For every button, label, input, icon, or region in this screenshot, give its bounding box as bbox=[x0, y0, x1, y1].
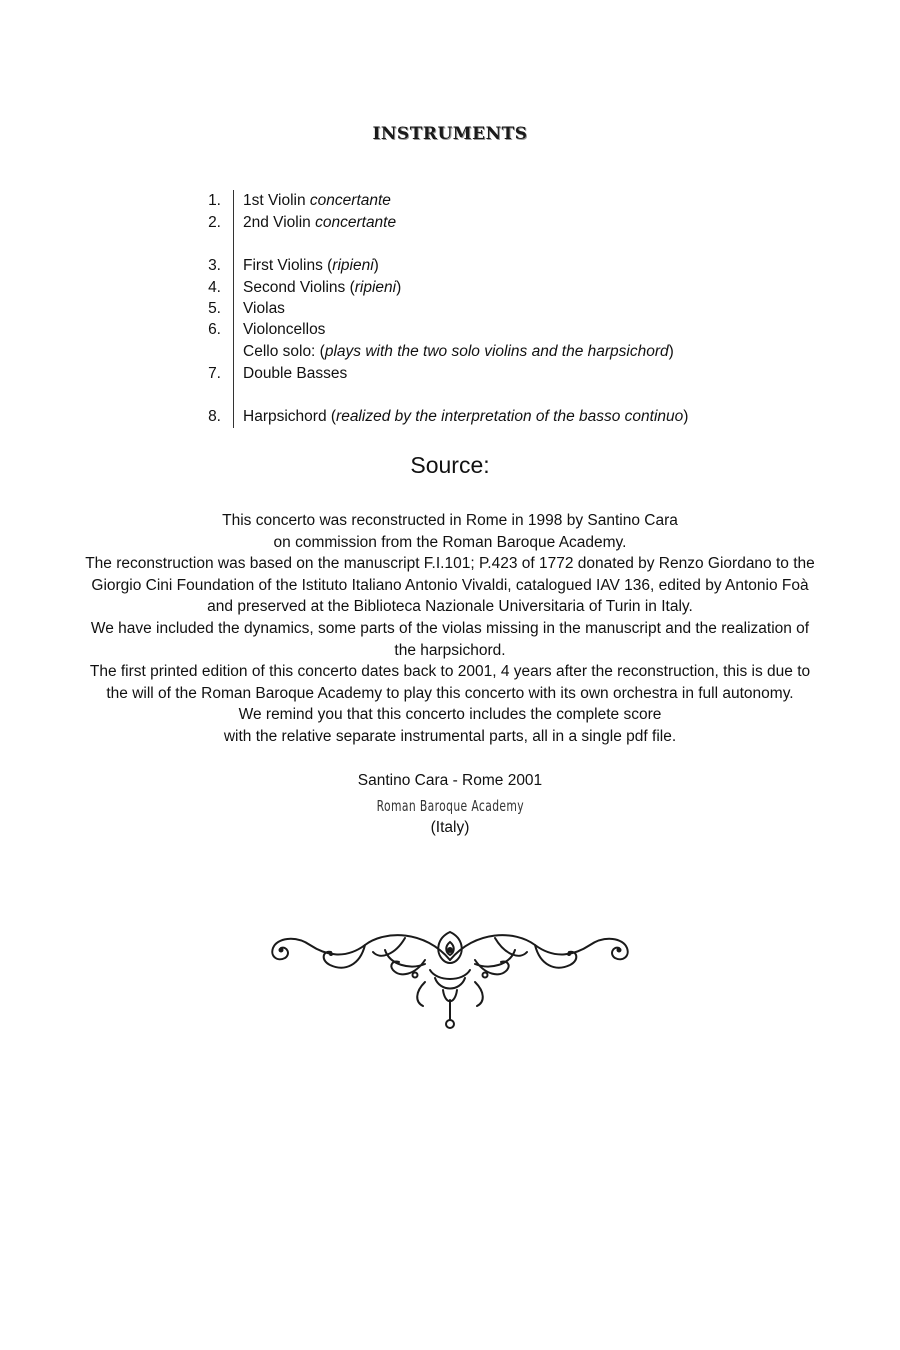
paragraph-line: We have included the dynamics, some parts of the violas missing in the manuscript and the realization of bbox=[90, 619, 810, 637]
list-divider bbox=[233, 190, 234, 428]
item-text: 1st Violin concertante bbox=[243, 192, 391, 209]
page-title: instruments bbox=[372, 116, 528, 145]
paragraph-line: the will of the Roman Baroque Academy to play this concerto with its own orchestra in full autonomy. bbox=[106, 684, 794, 702]
baroque-flourish-ornament-icon bbox=[265, 920, 635, 1035]
signature-academy-wrap bbox=[0, 795, 900, 818]
paragraph-line: The first printed edition of this concerto dates back to 2001, 4 years after the reconstruction, this is due to bbox=[89, 663, 811, 681]
item-number: 6. bbox=[208, 321, 221, 338]
paragraph-line: the harpsichord. bbox=[394, 641, 506, 659]
paragraph-line: We remind you that this concerto includes the complete score bbox=[238, 706, 662, 724]
item-number: 5. bbox=[208, 300, 221, 317]
item-number: 3. bbox=[208, 257, 221, 274]
item-text: Cello solo: (plays with the two solo violins and the harpsichord) bbox=[243, 343, 674, 360]
item-text: 2nd Violin concertante bbox=[243, 214, 397, 231]
item-number: 7. bbox=[208, 365, 221, 382]
source-heading: Source: bbox=[410, 452, 490, 478]
paragraph-line: with the relative separate instrumental parts, all in a single pdf file. bbox=[223, 727, 677, 745]
item-text: Violas bbox=[243, 300, 285, 317]
item-number: 2. bbox=[208, 214, 221, 231]
item-number: 1. bbox=[208, 192, 221, 209]
paragraph-line: on commission from the Roman Baroque Academy. bbox=[273, 533, 627, 551]
item-text: Harpsichord (realized by the interpretation of the basso continuo) bbox=[243, 408, 689, 425]
item-text: First Violins (ripieni) bbox=[243, 257, 379, 274]
item-text: Violoncellos bbox=[243, 321, 326, 338]
signature-author: Santino Cara - Rome 2001 bbox=[357, 772, 543, 789]
signature-academy: Roman Baroque Academy bbox=[376, 797, 524, 815]
signature-country: (Italy) bbox=[430, 819, 470, 836]
item-number: 4. bbox=[208, 279, 221, 296]
paragraph-line: Giorgio Cini Foundation of the Istituto Italiano Antonio Vivaldi, catalogued IAV 136, edited by Antonio Foà bbox=[91, 576, 809, 594]
item-number: 8. bbox=[208, 408, 221, 425]
paragraph-line: and preserved at the Biblioteca Nazionale Universitaria of Turin in Italy. bbox=[207, 598, 693, 616]
paragraph-line: The reconstruction was based on the manuscript F.I.101; P.423 of 1772 donated by Renzo Giordano to the bbox=[85, 555, 815, 573]
source-paragraph bbox=[60, 510, 840, 748]
item-text: Double Basses bbox=[243, 365, 348, 382]
item-text: Second Violins (ripieni) bbox=[243, 279, 402, 296]
paragraph-line: This concerto was reconstructed in Rome in 1998 by Santino Cara bbox=[222, 512, 678, 529]
